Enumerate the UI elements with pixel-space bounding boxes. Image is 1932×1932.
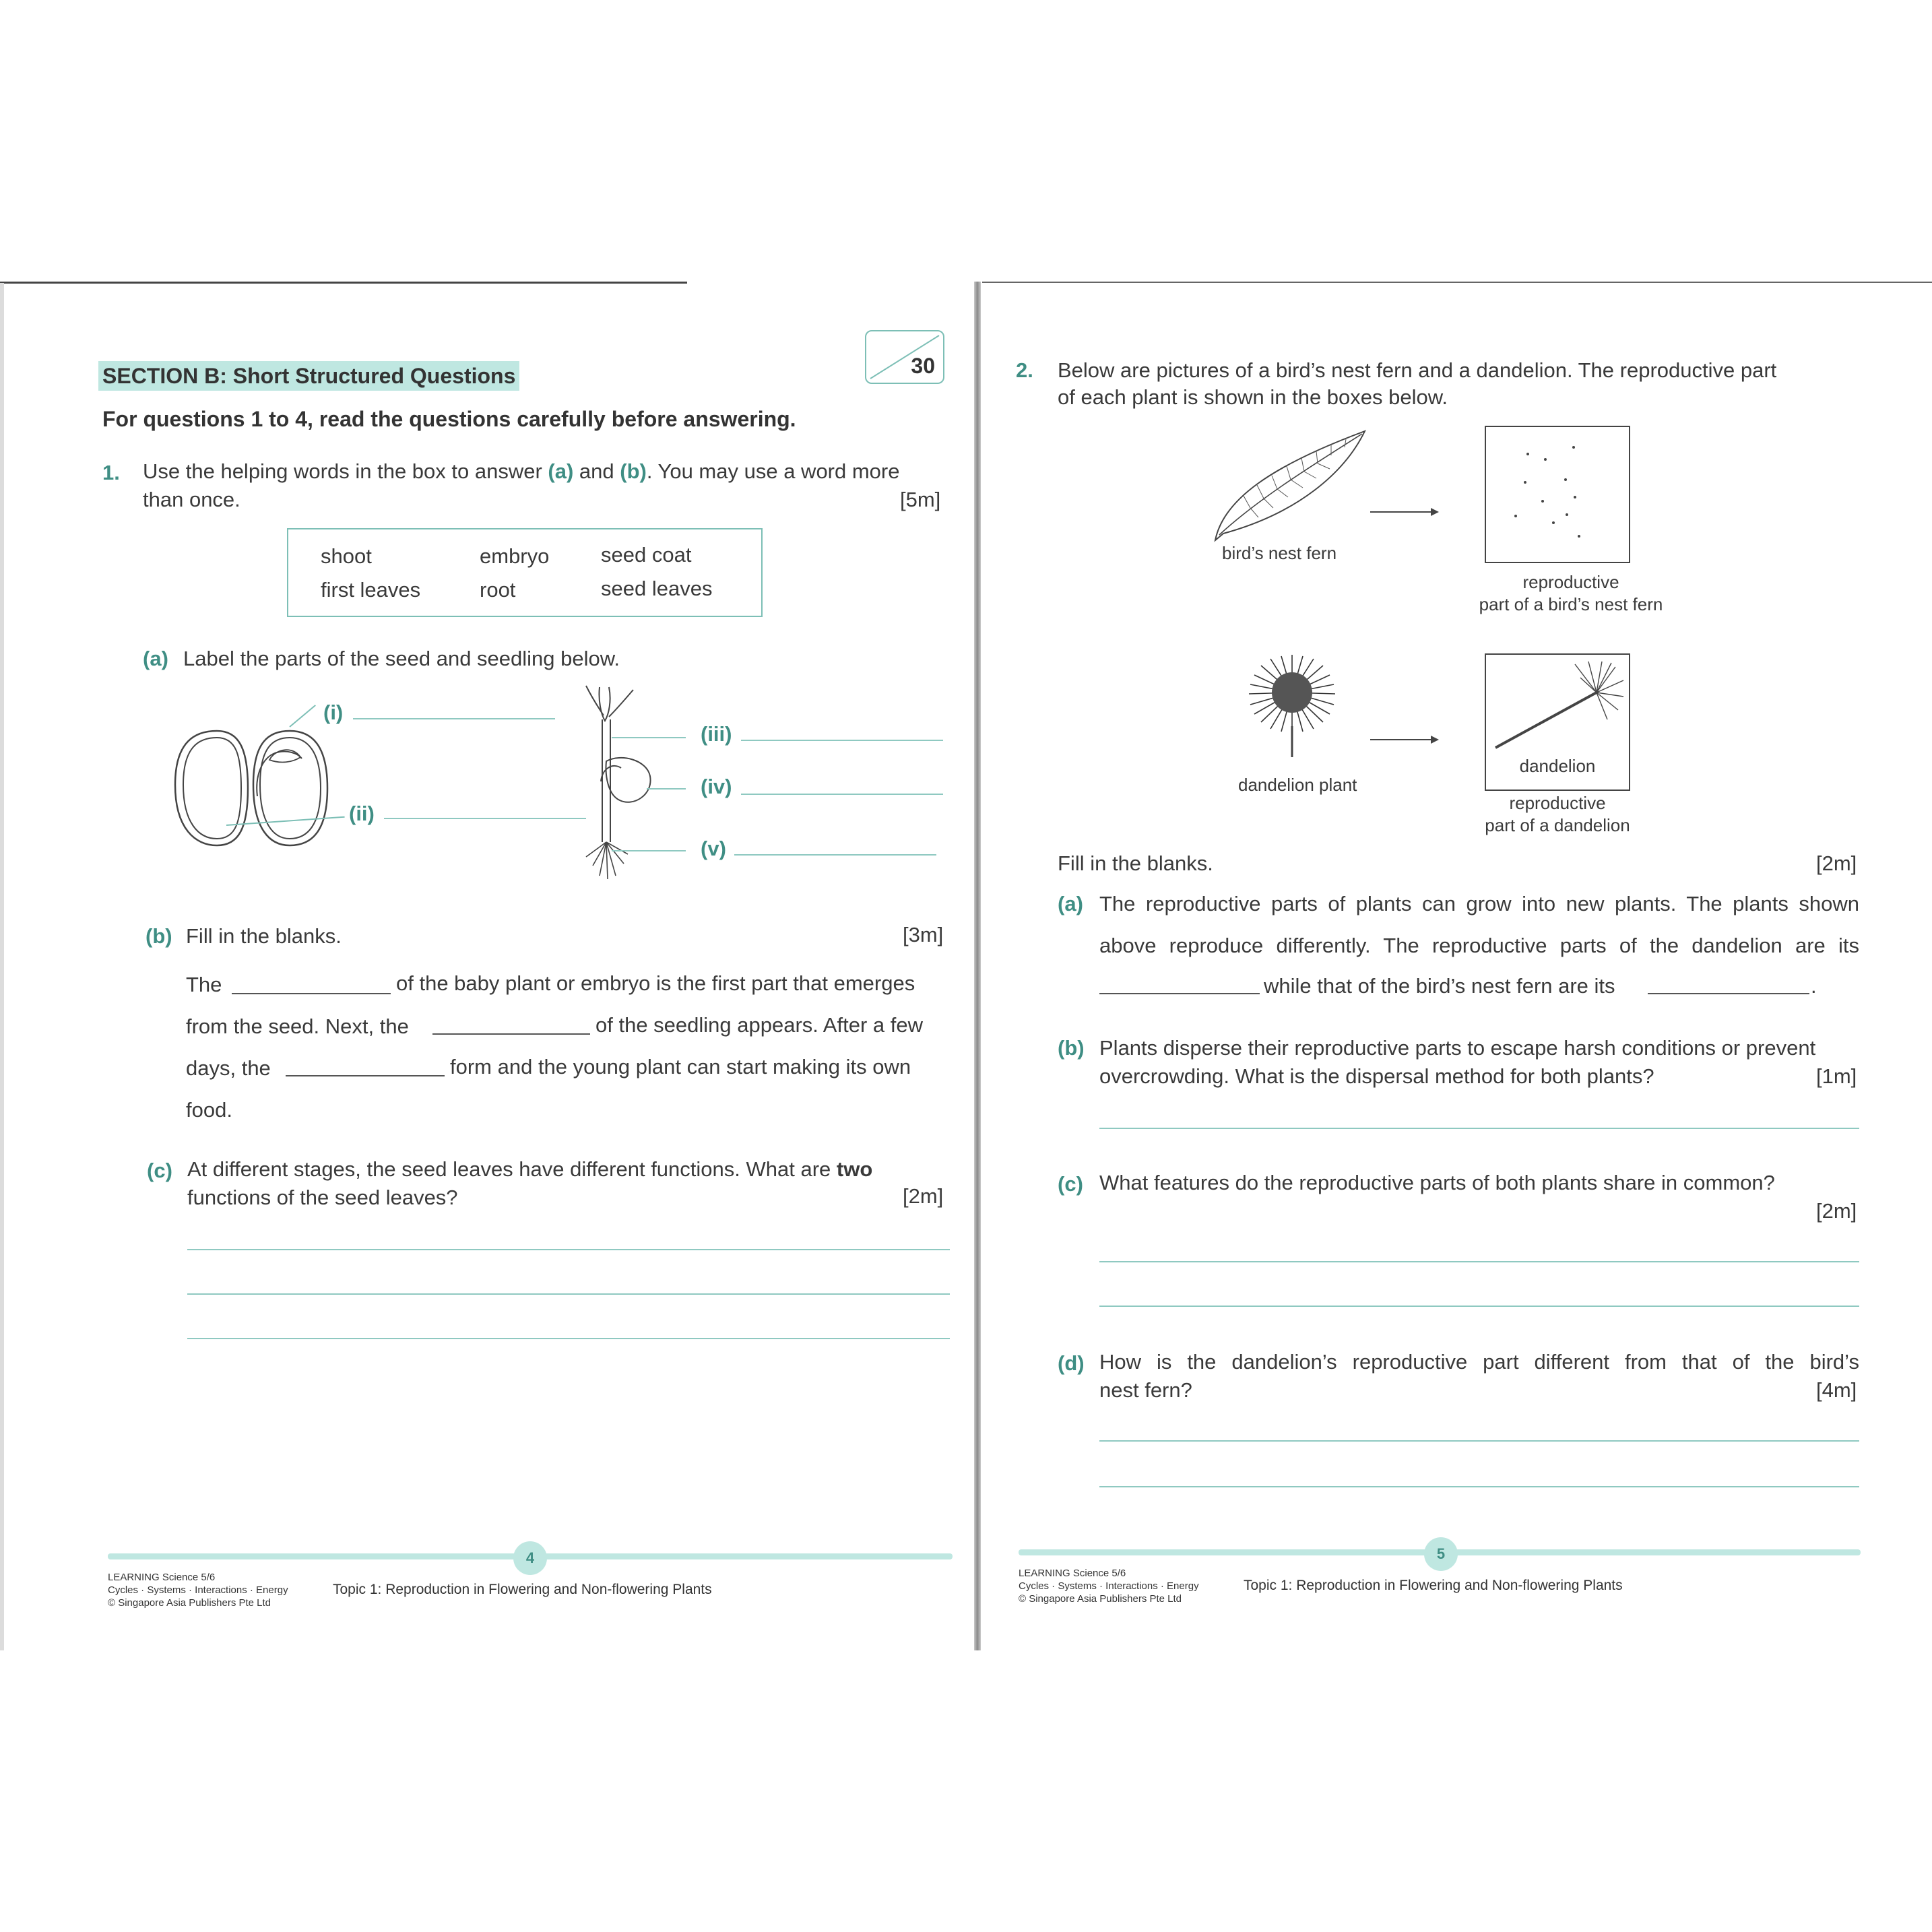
- q1b-marks: [3m]: [903, 923, 944, 946]
- fern-part-caption-line1: reproductive: [1522, 572, 1619, 592]
- seed-diagram: [168, 721, 344, 856]
- helping-words-box: [287, 528, 763, 617]
- right-page-top-edge: [982, 282, 1932, 283]
- left-page-top-edge: [0, 282, 687, 284]
- pointer-line-iv: [647, 788, 686, 790]
- book-spine: [974, 282, 981, 1650]
- helping-word: root: [480, 578, 516, 602]
- q2b-line2: overcrowding. What is the dispersal method for both plants?: [1099, 1064, 1654, 1088]
- footer-book-line2: Cycles · Systems · Interactions · Energy: [1019, 1580, 1199, 1592]
- fern-part-caption-line2: part of a bird’s nest fern: [1479, 594, 1663, 614]
- footer-book-line3: © Singapore Asia Publishers Pte Ltd: [1019, 1593, 1182, 1605]
- page-number-4: 4: [513, 1541, 547, 1575]
- q1b-line3-start: days, the: [186, 1056, 271, 1080]
- question-1-text-line2: than once.: [143, 488, 240, 511]
- dandelion-part-caption: [1456, 792, 1659, 837]
- q2-fill-text: Fill in the blanks.: [1058, 851, 1213, 875]
- question-2-number: 2.: [1016, 358, 1033, 382]
- fern-part-caption: [1470, 571, 1672, 616]
- score-total: 30: [911, 354, 935, 378]
- label-iii: (iii): [701, 722, 732, 746]
- fern-label: bird’s nest fern: [1222, 543, 1337, 563]
- q2a-line1: The reproductive parts of plants can grow into new plants. The plants shown: [1099, 892, 1859, 915]
- q1b-blank-1: [232, 993, 391, 994]
- pointer-line-iii: [612, 737, 686, 738]
- q1b-line2-start: from the seed. Next, the: [186, 1015, 409, 1038]
- label-i: (i): [323, 701, 344, 724]
- helping-word: seed leaves: [601, 577, 713, 600]
- q1a-label: (a): [143, 647, 168, 670]
- q1b-text: Fill in the blanks.: [186, 924, 342, 948]
- answer-line-iii: [741, 740, 943, 741]
- dandelion-seed-drawing: [1486, 655, 1629, 749]
- q2d-answer-line: [1099, 1440, 1859, 1442]
- question-1-text: [143, 458, 900, 485]
- q1b-line4: food.: [186, 1098, 232, 1122]
- footer-book-line3: © Singapore Asia Publishers Pte Ltd: [108, 1597, 271, 1609]
- helping-word: shoot: [321, 544, 372, 568]
- q2c-answer-line: [1099, 1261, 1859, 1262]
- helping-word: first leaves: [321, 578, 421, 602]
- label-v: (v): [701, 837, 726, 860]
- question-2-intro: Below are pictures of a bird’s nest fern and a dandelion. The reproductive part: [1058, 358, 1777, 382]
- q1b-line1-end: of the baby plant or embryo is the first part that emerges: [396, 971, 915, 995]
- spores-dots: [1486, 427, 1629, 562]
- q2a-label: (a): [1058, 892, 1083, 915]
- dandelion-part-caption-line2: part of a dandelion: [1485, 815, 1630, 835]
- helping-word: seed coat: [601, 543, 692, 567]
- q1c-answer-line: [187, 1293, 950, 1295]
- q2b-label: (b): [1058, 1036, 1085, 1060]
- q1c-label: (c): [147, 1159, 172, 1182]
- q2a-blank-2: [1648, 993, 1809, 994]
- q2b-answer-line: [1099, 1128, 1859, 1129]
- q1a-text: Label the parts of the seed and seedling below.: [183, 647, 620, 670]
- answer-line-v: [734, 854, 936, 856]
- q1c-text: [187, 1156, 872, 1183]
- q2d-line1: How is the dandelion’s reproductive part different from that of the bird’s: [1099, 1350, 1859, 1374]
- q1-part-a-ref: (a): [548, 459, 574, 483]
- q2d-line2: nest fern?: [1099, 1378, 1192, 1402]
- question-2-intro-line2: of each plant is shown in the boxes below.: [1058, 385, 1448, 409]
- q2a-line3-end: .: [1811, 974, 1817, 998]
- q1b-line2-end: of the seedling appears. After a few: [595, 1013, 923, 1037]
- q1-text-b: . You may use a word more: [646, 459, 900, 483]
- seedling-diagram: [559, 680, 660, 882]
- section-title: SECTION B: Short Structured Questions: [98, 361, 519, 391]
- question-1-number: 1.: [102, 461, 120, 484]
- q1c-answer-line: [187, 1249, 950, 1250]
- q2a-line2: above reproduce differently. The reproductive parts of the dandelion are its: [1099, 934, 1859, 957]
- q2a-line3-mid: while that of the bird’s nest fern are its: [1264, 974, 1615, 998]
- q2b-line1: Plants disperse their reproductive parts to escape harsh conditions or prevent: [1099, 1036, 1816, 1060]
- q2c-marks: [2m]: [1816, 1199, 1857, 1223]
- footer-topic: Topic 1: Reproduction in Flowering and Non-flowering Plants: [333, 1582, 712, 1597]
- arrow-icon: [1370, 733, 1440, 746]
- question-1-marks: [5m]: [900, 488, 941, 511]
- fern-spores-box: [1485, 426, 1630, 563]
- q2c-text: What features do the reproductive parts of both plants share in common?: [1099, 1171, 1775, 1194]
- q1b-line3-end: form and the young plant can start making its own: [450, 1055, 911, 1078]
- q1c-marks: [2m]: [903, 1184, 944, 1208]
- q2c-answer-line: [1099, 1306, 1859, 1307]
- footer-book-line1: LEARNING Science 5/6: [108, 1572, 216, 1583]
- dandelion-box-label: dandelion: [1519, 756, 1596, 776]
- q1-part-b-ref: (b): [620, 459, 647, 483]
- q1b-blank-2: [432, 1033, 590, 1035]
- left-page-left-edge: [0, 283, 4, 1650]
- footer-book-info: [1019, 1567, 1199, 1605]
- helping-word: embryo: [480, 544, 550, 568]
- fern-leaf-drawing: [1210, 426, 1372, 547]
- dandelion-plant-label: dandelion plant: [1238, 775, 1357, 795]
- q2-fill-marks: [2m]: [1816, 851, 1857, 875]
- footer-book-line1: LEARNING Science 5/6: [1019, 1568, 1126, 1579]
- footer-book-line2: Cycles · Systems · Interactions · Energy: [108, 1584, 288, 1596]
- q2d-marks: [4m]: [1816, 1378, 1857, 1402]
- dandelion-part-caption-line1: reproductive: [1509, 793, 1606, 813]
- q1b-label: (b): [146, 924, 172, 948]
- q2d-answer-line: [1099, 1486, 1859, 1487]
- answer-line-ii: [384, 818, 586, 819]
- instructions: For questions 1 to 4, read the questions carefully before answering.: [102, 407, 796, 431]
- q1c-answer-line: [187, 1338, 950, 1339]
- dandelion-seed-box: [1485, 653, 1630, 791]
- q1-text-and: and: [573, 459, 620, 483]
- score-box: [865, 330, 944, 384]
- q1c-bold-two: two: [836, 1157, 873, 1181]
- q2d-label: (d): [1058, 1351, 1085, 1375]
- dandelion-plant-drawing: [1246, 652, 1338, 760]
- label-iv: (iv): [701, 775, 732, 798]
- footer-book-info: [108, 1571, 288, 1609]
- q2c-label: (c): [1058, 1172, 1083, 1196]
- q1-text-a: Use the helping words in the box to answer: [143, 459, 548, 483]
- q1c-text-1: At different stages, the seed leaves have different functions. What are: [187, 1157, 837, 1181]
- answer-line-i: [353, 718, 555, 719]
- q1c-text-line2: functions of the seed leaves?: [187, 1186, 458, 1209]
- answer-line-iv: [741, 794, 943, 795]
- q2a-blank-1: [1099, 993, 1260, 994]
- q2b-marks: [1m]: [1816, 1064, 1857, 1088]
- q1b-line1-start: The: [186, 973, 222, 996]
- q1b-blank-3: [286, 1075, 445, 1076]
- footer-topic: Topic 1: Reproduction in Flowering and Non-flowering Plants: [1244, 1578, 1623, 1593]
- arrow-icon: [1370, 505, 1440, 519]
- page-number-5: 5: [1424, 1537, 1458, 1571]
- label-ii: (ii): [349, 802, 375, 825]
- pointer-line-v: [612, 850, 686, 851]
